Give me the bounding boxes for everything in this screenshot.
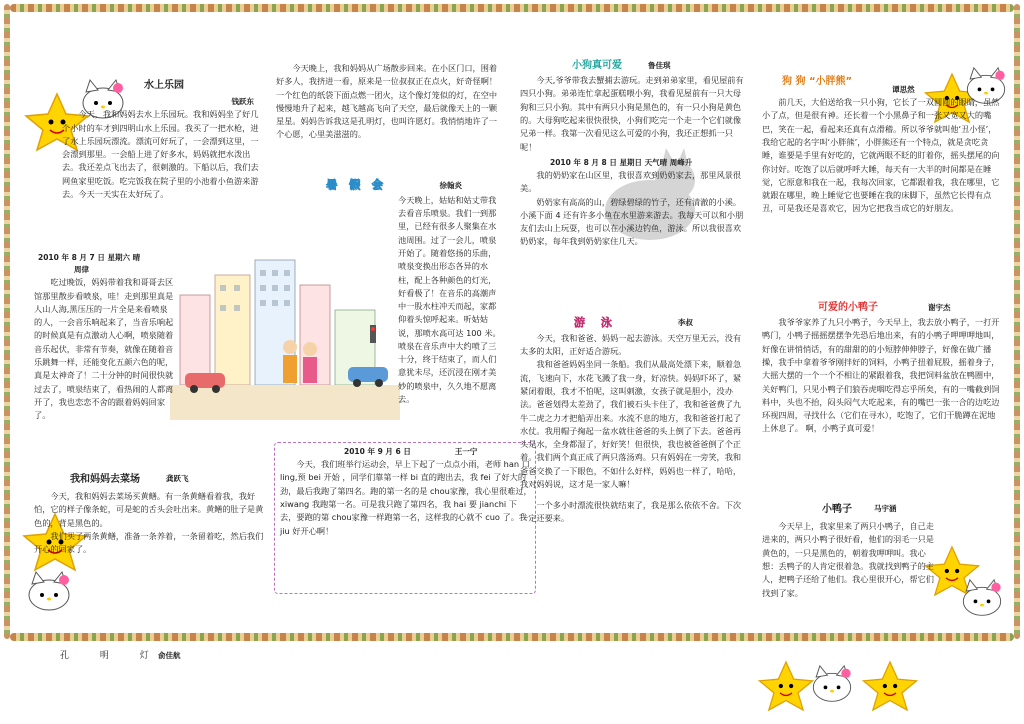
- article-title: 小鸭子: [822, 504, 852, 515]
- article-author: 谭思然: [892, 85, 915, 94]
- article-title: 狗 狗 “小胖熊”: [782, 76, 853, 87]
- article-title: 游 泳: [574, 316, 618, 329]
- article-paragraph: 奶奶家有高高的山，碧绿碧绿的竹子，还有清澈的小溪。小溪下面 4 还有许多小鱼在水里游来游去。我每天可以和小朋友们去山上玩耍，也可以在小溪边钓鱼，游泳。所以我很喜欢奶奶家，每年我到奶奶家住几天。: [520, 196, 744, 247]
- article-title: 暑 假 会: [326, 178, 387, 191]
- article-paragraph: 今天晚上，我和妈妈从广场散步回来。在小区门口，围着好多人，我挤进一看，原来是一位叔叔正在点火，好奇怪啊！一个红色的纸袋下面点燃一团火，这个像灯笼似的灯，在空中慢慢地升了起来，越飞越高飞向了天空，最后就像天上的一颗星星。妈妈告诉我这是孔明灯，也叫许愿灯。我悄悄地许了一个心愿，心里美滋滋的。: [276, 63, 498, 140]
- article-paragraph: 今天，我和爸爸、妈妈一起去游泳。天空万里无云，没有太多的太阳，正好适合游玩。: [520, 332, 742, 357]
- article-paragraph: 我的奶奶家在山区里，我很喜欢到奶奶家去，那里风景很美。: [520, 170, 742, 194]
- article-paragraph: 一个多小时漂流很快就结束了，我是那么依依不舍。下次一定还要来。: [520, 500, 742, 524]
- hello-kitty-icon: [808, 664, 856, 706]
- article-paragraph: 我们买了两条黄鳝，准备一条养着，一条留着吃，然后我们开心的回家了。: [34, 531, 264, 555]
- column-2: [276, 62, 504, 142]
- article-author: 钱跃东: [231, 97, 254, 107]
- article-dateline: 2010 年 8 月 8 日 星期日 天气晴 周峰升: [550, 157, 693, 167]
- article-author: 李叔: [677, 318, 693, 327]
- article-paragraph: 今天,爷爷带我去蟹捕去游玩。走到弟弟家里，看见屋前有四只小狗。弟弟连忙拿起蛋糕喂小狗，我看见屋前有一只大母狗和三只小狗。其中有两只小狗是黑色的，有一只小狗是黄色的。大母狗吃起来很快很快，小狗们吃完一个走一个它们就像兄弟一样。我第一次看见这么可爱的小狗，我还正想抓一只呢！: [520, 75, 744, 152]
- article-paragraph: 前几天，大伯送给我一只小狗，它长了一双圆圆的眼睛，虽然小了点，但是很有神。还长着一个小黑鼻子和一张又宽又大的嘴巴，笑在一起，看起来还真有点滑稽。所以爷爷就叫他‘丑小怪’，我给它起的名字叫‘小胖熊’，小胖熊还有一个特点，就是贪吃贪睡，谁要是手里有好吃的，它就两眼不眨的盯着你，摇头摆尾的向你讨好。吃饱了以后就呼呼大睡，每天有一大半的时间都是在睡觉，它原意和我在一起，我每次回家，它都跟着我，我在哪里，它就跟在哪里，晚上睡觉它也要睡在我的床脚下，虽然它长得有点丑，可是我还是喜欢它，因为它把我当成它的好朋友。: [762, 97, 1000, 214]
- footer-author: 俞佳航: [158, 651, 181, 660]
- column-3b: [520, 314, 746, 526]
- article-author: 马宇涵: [874, 504, 897, 513]
- article-author: 谢宇杰: [928, 303, 951, 312]
- article-author: 鲁佳琪: [648, 61, 671, 70]
- column-4: [762, 74, 1002, 216]
- article-author: 王一宁: [454, 447, 478, 456]
- decorative-border-right: [1014, 4, 1020, 639]
- star-cartoon-icon: [756, 660, 816, 712]
- column-1c: [34, 470, 266, 557]
- article-author: 周律: [74, 265, 89, 275]
- article-author: 龚跃飞: [166, 474, 189, 483]
- column-3: [520, 58, 746, 249]
- article-title: 小狗真可爱: [572, 60, 622, 71]
- column-2c: [280, 446, 532, 538]
- article-author: 徐翰炎: [439, 181, 462, 190]
- star-cartoon-icon: [860, 660, 920, 712]
- column-4b: [762, 300, 1002, 436]
- hello-kitty-icon: [958, 578, 1006, 620]
- article-paragraph: 今天，我们班举行运动会，早上下起了一点点小雨，老师 han 口 ling,预 bei 开始 ，同学们靠第一样 bi 直的跑出去，我 fei 了好大的劲，最后我跑了第四名。跑的第一名的是 chou家豫，我心里很难过，xiwang 我跑第一名。可是我只跑了第四名，我 hai 要 jianchi 下去，要跑的第 chou家豫一样跑第一名，这样我的心就不 cuo 了。我 jiu 好开心啊！: [280, 459, 532, 536]
- decorative-border-left: [4, 4, 10, 639]
- column-1: [62, 76, 266, 201]
- article-paragraph: 我和爸爸妈妈坐同一条船。我们从最高处漂下来，顺着急流，飞速向下，水花飞溅了我一身，好凉快。妈妈吓坏了，紧紧闭着眼，我才不怕呢，这叫刺激，女孩子就是胆小，没办法。爸爸划得太差劲了，我们被石头卡住了，我和爸爸费了九牛二虎之力才把船弄出来。水流不息的地方，我和爸爸打起了水仗。我用帽子掬起一盆水就往爸爸的头上倒了下去。爸爸再头是水，全身都湿了，好好笑！但很快，我也被爸爸倒了个正着。我们两个真正成了两只落汤鸡。只有妈妈在一旁笑，我和爸爸交换了一下眼色，不如什么好样，妈妈也一样了，哈哈，我对妈妈说，这才是一家人嘛！: [520, 359, 742, 489]
- article-dateline: 2010 年 9 月 6 日: [344, 447, 411, 456]
- article-title: 我和妈妈去菜场: [70, 474, 140, 485]
- decorative-border-bottom: [10, 633, 1014, 641]
- column-2b: [276, 176, 504, 406]
- hello-kitty-icon: [24, 570, 74, 615]
- column-4c: [762, 500, 934, 600]
- article-paragraph: 今天，我和妈妈去菜场买黄鳝。有一条黄鳝看着我，我好怕，它的样子像条蛇，可是蛇的舌头会吐出来。黄鳝的肚子是黄色的，背是黑色的。: [34, 491, 264, 528]
- article-paragraph: 我爷爷家养了九只小鸭子，今天早上，我去放小鸭子，一打开鸭门，小鸭子摇摇摆摆争先恐后地出来，有的小鸭子呷呷呷地叫，好像在讲悄悄话，有的甜甜的的小短脖伸伸脖子，好像在做广播操，我手中拿着爷爷刚拌好的饲料，小鸭子扭着屁股，摇着身子，大摇大摆的一个一个不相让的紧跟着我，我把饲料盆放在鸭圈中，关好鸭门，只见小鸭子们狼吞虎咽吃得忘乎所矣，有的一嘴截到饲料中，头也不抬，闷头闷气大吃起来，有的嘴巴一张一合的边吃边环视四周，寻找什么（它们在寻水），吃饱了，它们干脆蹲在泥地上休息了。 啊，小鸭子真可爱！: [762, 317, 1000, 434]
- article-paragraph: 今天，我和妈妈去水上乐园玩。我和妈妈坐了好几个小时的车才到四明山水上乐园。我买了一把水枪，进了水上乐园玩漂流。漂流可好玩了，一会漂到这里，一会漂到那里。一会船上进了好多水，妈妈就把水泼出去。我还差点飞出去了，很刺激的。下船以后，我们去网鱼家里吃饭。吃完饭我在院子里的小池着小鱼游来游去。今天一天实在太好玩了。: [62, 109, 259, 200]
- article-title: 可爱的小鸭子: [818, 302, 878, 313]
- article-paragraph: 今天早上，我家里来了两只小鸭子，自己走进来的，两只小鸭子很好看，他们的羽毛一只是黄色的，一只是黑色的，朝着我呷呷叫。我心想：丢鸭子的人肯定很着急。我就找到鸭子的主人，把鸭子还给了他们。我心里很开心，帮它们找到了家。: [762, 521, 934, 598]
- article-paragraph: 今天晚上，姑姑和姑丈带我去看音乐喷泉。我们一到那里，已经有很多人聚集在水池周围。过了一会儿，喷泉开始了。随着悠扬的乐曲，喷泉变换出形态各异的水柱，配上各种颜色的灯光，好看极了！在音乐的高潮声中一股水柱冲天而起，家都仰着头惊呼起来。听姑姑说，那喷水高可达 100 米。喷泉在音乐声中大约喷了三十分，终于结束了，而人们意犹未尽，还沉浸在刚才美妙的喷泉中，久久地不愿离去。: [398, 194, 501, 405]
- decorative-border-top: [10, 4, 1014, 12]
- article-dateline: 2010 年 8 月 7 日 星期六 晴: [38, 253, 141, 262]
- column-1b: [34, 252, 266, 422]
- article-title: 水上乐园: [144, 80, 184, 91]
- footer-title: 孔 明 灯: [60, 651, 163, 661]
- article-paragraph: 吃过晚饭，妈妈带着我和哥哥去区馆那里散步看喷泉，哇！走到那里真是人山人海,黑压压的一片全是来看喷泉的人，一会音乐响起来了，当音乐响起的时候真是有点激动人心啊，喷泉随着音乐起伏，非常有节奏，就像在随着音乐跳舞一样，还能变化五颜六色的呢，真是太神奇了！二十分钟的时间很快就过去了，喷泉结束了，看热闹的人都离开了，我也恋恋不舍的跟着妈妈回家了。: [34, 277, 174, 421]
